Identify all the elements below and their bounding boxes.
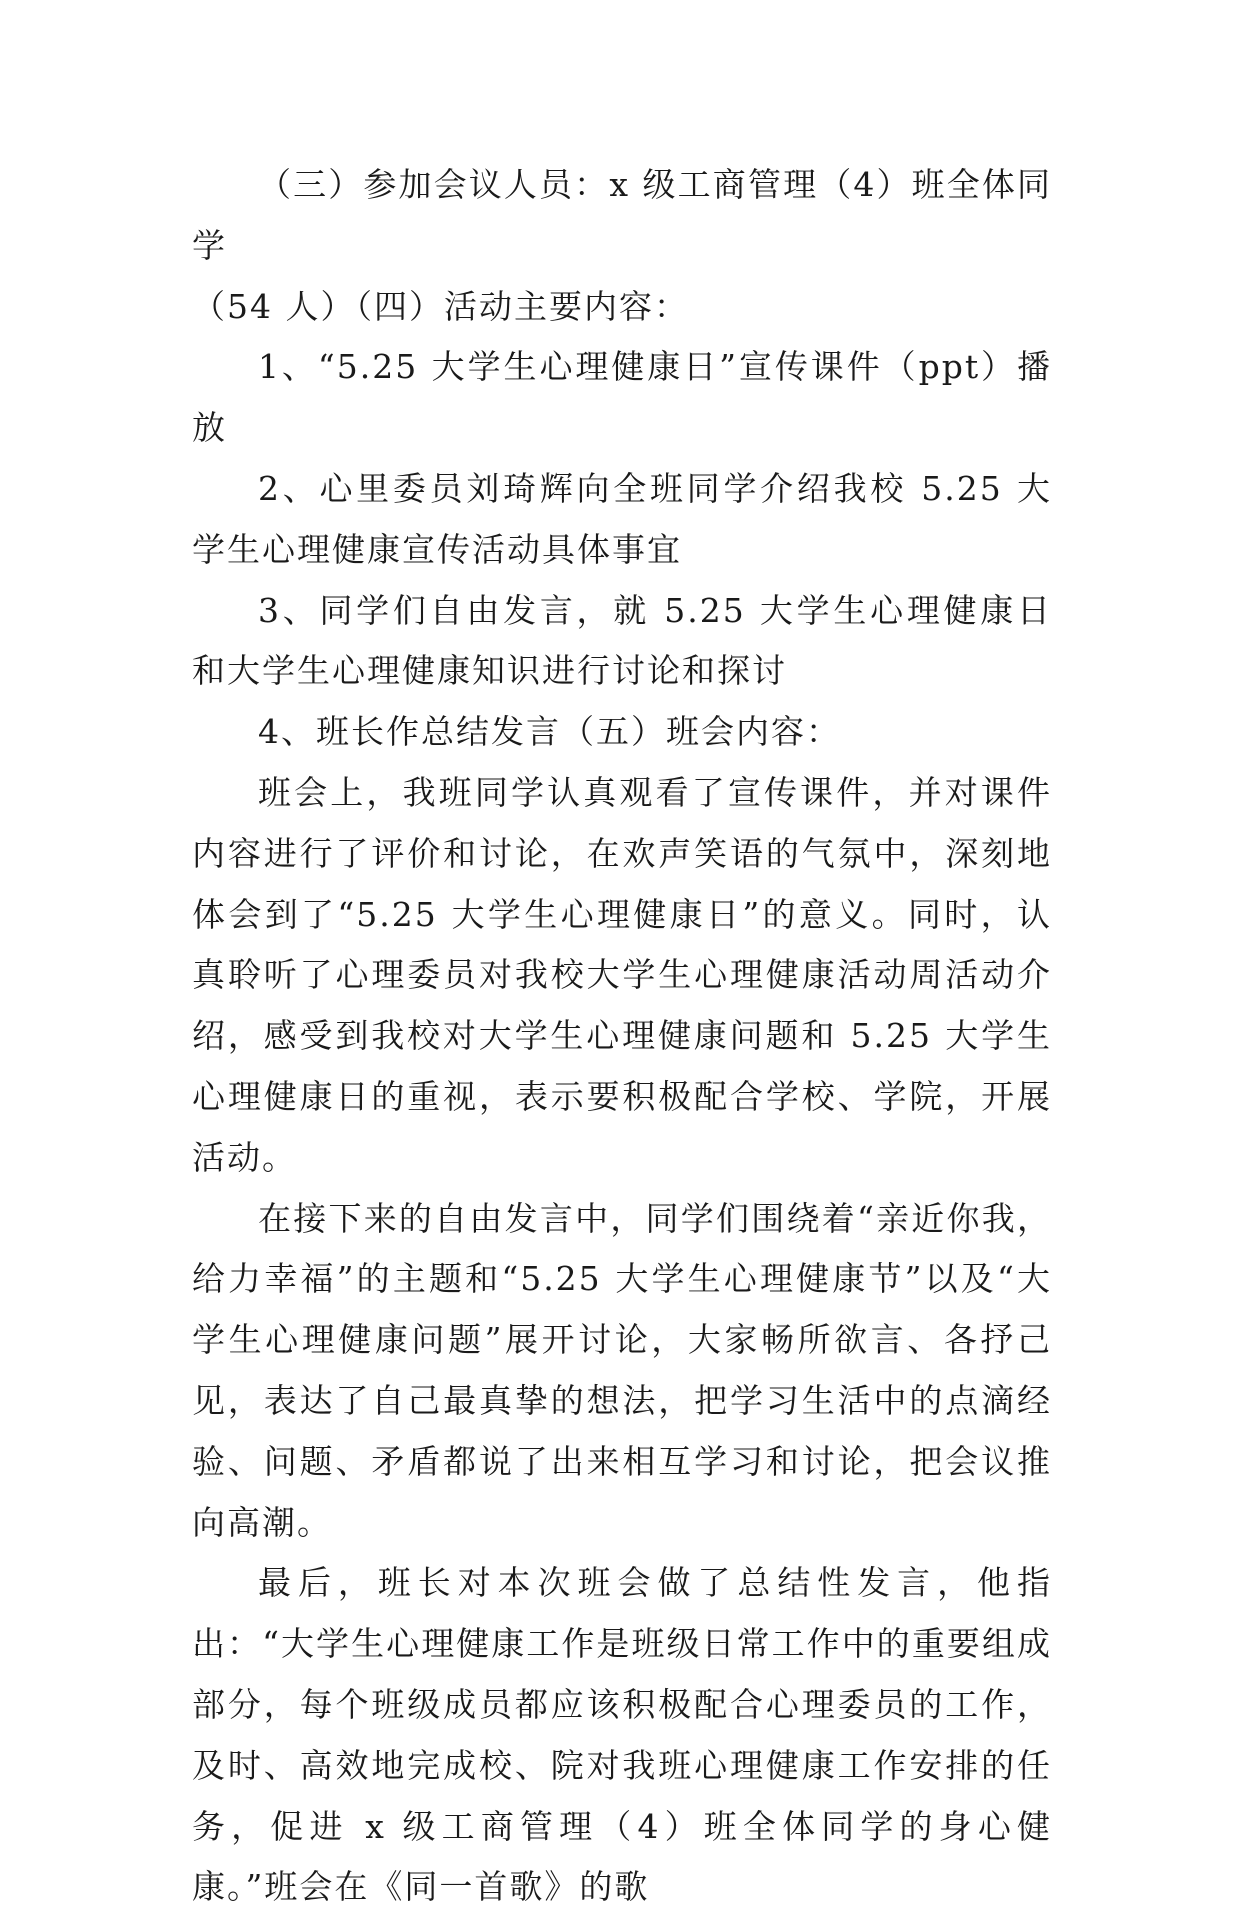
paragraph-item-2: 2、心里委员刘琦辉向全班同学介绍我校 5.25 大学生心理健康宣传活动具体事宜	[192, 468, 1052, 569]
paragraph-meeting-content: 班会上，我班同学认真观看了宣传课件，并对课件内容进行了评价和讨论，在欢声笑语的气氛中，深刻地体会到了“5.25 大学生心理健康日”的意义。同时，认真聆听了心理委员对我校大学生心理健康活动周活动介绍，感受到我校对大学生心理健康问题和 5.25 大学生心理健康日的重视，表示要积极配合学校、学院，开展活动。	[192, 772, 1052, 1177]
paragraph-item-1: 1、“5.25 大学生心理健康日”宣传课件（ppt）播放	[192, 347, 1052, 448]
paragraph-attendees: （三）参加会议人员：x 级工商管理（4）班全体同学	[192, 165, 1052, 265]
paragraph-activity-heading: （54 人）（四）活动主要内容：	[192, 286, 689, 326]
paragraph-item-3: 3、同学们自由发言，就 5.25 大学生心理健康日和大学生心理健康知识进行讨论和探讨	[192, 590, 1052, 691]
paragraph-item-4: 4、班长作总结发言（五）班会内容：	[258, 712, 841, 752]
paragraph-free-discussion: 在接下来的自由发言中，同学们围绕着“亲近你我，给力幸福”的主题和“5.25 大学生心理健康节”以及“大学生心理健康问题”展开讨论，大家畅所欲言、各抒己见，表达了自己最真挚的想法，把学习生活中的点滴经验、问题、矛盾都说了出来相互学习和讨论，把会议推向高潮。	[192, 1198, 1052, 1542]
paragraph-summary: 最后，班长对本次班会做了总结性发言，他指出：“大学生心理健康工作是班级日常工作中的重要组成部分，每个班级成员都应该积极配合心理委员的工作，及时、高效地完成校、院对我班心理健康工作安排的任务，促进 x 级工商管理（4）班全体同学的身心健康。”班会在《同一首歌》的歌	[192, 1563, 1052, 1907]
document-body	[192, 155, 1052, 1918]
